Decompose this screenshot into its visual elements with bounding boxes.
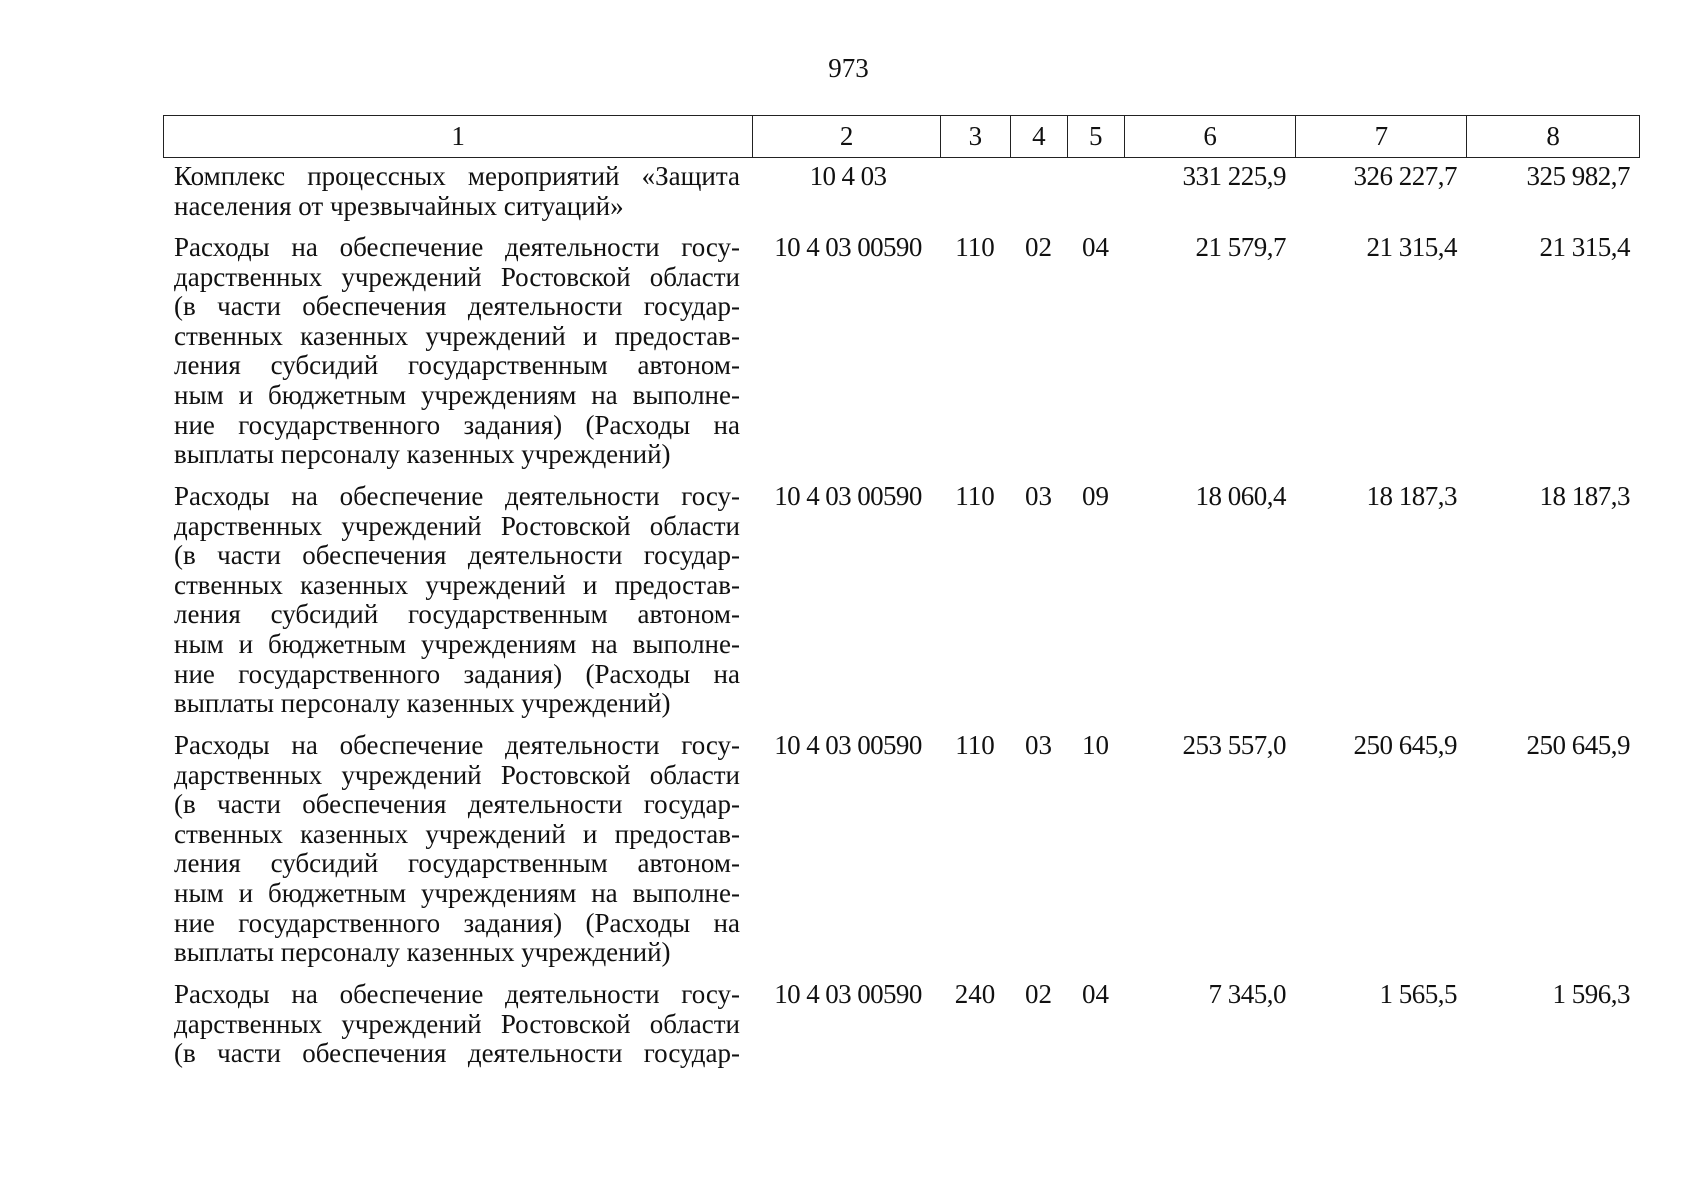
name-line: (в части обеспечения деятельности государ- — [174, 291, 740, 322]
name-line: ние государственного задания) (Расходы на — [174, 409, 740, 440]
name-line: дарственных учреждений Ростовской области — [174, 261, 740, 292]
name-line: ственных казенных учреждений и предостав- — [174, 320, 740, 351]
name-line: выплаты персоналу казенных учреждений) — [174, 688, 671, 719]
amount-col-6: 331 225,9 — [1182, 161, 1286, 191]
target-article-code: 10 4 03 — [809, 161, 887, 191]
expense-type-code: 240 — [954, 979, 996, 1009]
amount-col-7: 18 187,3 — [1366, 481, 1457, 511]
name-line: Расходы на обеспечение деятельности госу- — [174, 481, 740, 511]
amount-col-6: 18 060,4 — [1195, 481, 1286, 511]
name-line: выплаты персоналу казенных учреждений) — [174, 937, 671, 968]
row-name — [163, 482, 752, 719]
column-header-7: 7 — [1295, 116, 1466, 157]
column-header-4: 4 — [1010, 116, 1067, 157]
target-article-code: 10 4 03 00590 — [774, 730, 922, 760]
name-line: выплаты персоналу казенных учреждений) — [174, 439, 671, 470]
name-line: дарственных учреждений Ростовской области — [174, 1008, 740, 1039]
name-line: дарственных учреждений Ростовской области — [174, 510, 740, 541]
name-line: Расходы на обеспечение деятельности госу- — [174, 232, 740, 262]
target-article-code: 10 4 03 00590 — [774, 232, 922, 262]
column-header-8: 8 — [1466, 116, 1639, 157]
amount-col-8: 1 596,3 — [1552, 979, 1630, 1009]
amount-col-8: 21 315,4 — [1539, 232, 1630, 262]
table-header-row — [163, 115, 1640, 158]
table-row — [163, 731, 1640, 980]
name-line: ным и бюджетным учреждениям на выполне- — [174, 379, 740, 410]
name-line: Расходы на обеспечение деятельности госу- — [174, 979, 740, 1009]
amount-col-8: 18 187,3 — [1539, 481, 1630, 511]
table-row — [163, 980, 1640, 1075]
amount-col-6: 253 557,0 — [1182, 730, 1286, 760]
column-header-2: 2 — [752, 116, 940, 157]
subsection-code: 10 — [1082, 730, 1109, 760]
subsection-code: 04 — [1082, 232, 1109, 262]
target-article-code: 10 4 03 00590 — [774, 979, 922, 1009]
amount-col-7: 326 227,7 — [1353, 161, 1457, 191]
amount-col-8: 250 645,9 — [1526, 730, 1630, 760]
subsection-code: 09 — [1082, 481, 1109, 511]
name-line: (в части обеспечения деятельности государ- — [174, 540, 740, 571]
name-line: ние государственного задания) (Расходы на — [174, 658, 740, 689]
amount-col-6: 21 579,7 — [1195, 232, 1286, 262]
column-header-6: 6 — [1124, 116, 1296, 157]
name-line: (в части обеспечения деятельности государ- — [174, 1038, 740, 1069]
subsection-code: 04 — [1082, 979, 1109, 1009]
column-header-3: 3 — [940, 116, 1010, 157]
expense-type-code: 110 — [955, 481, 995, 511]
column-header-5: 5 — [1067, 116, 1124, 157]
name-line: Расходы на обеспечение деятельности госу- — [174, 730, 740, 760]
amount-col-6: 7 345,0 — [1208, 979, 1286, 1009]
amount-col-7: 21 315,4 — [1366, 232, 1457, 262]
expense-type-code: 110 — [955, 232, 995, 262]
amount-col-7: 250 645,9 — [1353, 730, 1457, 760]
target-article-code: 10 4 03 00590 — [774, 481, 922, 511]
section-code: 03 — [1025, 730, 1052, 760]
amount-col-7: 1 565,5 — [1379, 979, 1457, 1009]
name-line: ным и бюджетным учреждениям на выполне- — [174, 877, 740, 908]
name-line: ления субсидий государственным автоном- — [174, 350, 740, 381]
row-name — [163, 731, 752, 968]
budget-table — [163, 115, 1640, 1075]
expense-type-code: 110 — [955, 730, 995, 760]
name-line: ления субсидий государственным автоном- — [174, 848, 740, 879]
name-line: (в части обеспечения деятельности государ- — [174, 789, 740, 820]
row-name — [163, 980, 752, 1069]
name-line: ления субсидий государственным автоном- — [174, 599, 740, 630]
table-row — [163, 482, 1640, 731]
column-header-1: 1 — [451, 121, 465, 151]
name-line: дарственных учреждений Ростовской области — [174, 759, 740, 790]
name-line: населения от чрезвычайных ситуаций» — [174, 190, 624, 221]
name-line: Комплекс процессных мероприятий «Защита — [174, 161, 740, 191]
section-code: 02 — [1025, 232, 1052, 262]
row-name — [163, 233, 752, 470]
name-line: ственных казенных учреждений и предостав- — [174, 818, 740, 849]
name-line: ние государственного задания) (Расходы на — [174, 907, 740, 938]
amount-col-8: 325 982,7 — [1526, 161, 1630, 191]
name-line: ственных казенных учреждений и предостав- — [174, 569, 740, 600]
table-row — [163, 162, 1640, 226]
section-code: 03 — [1025, 481, 1052, 511]
section-code: 02 — [1025, 979, 1052, 1009]
table-row — [163, 233, 1640, 482]
page-number: 973 — [828, 53, 869, 83]
name-line: ным и бюджетным учреждениям на выполне- — [174, 628, 740, 659]
row-name — [163, 162, 752, 221]
